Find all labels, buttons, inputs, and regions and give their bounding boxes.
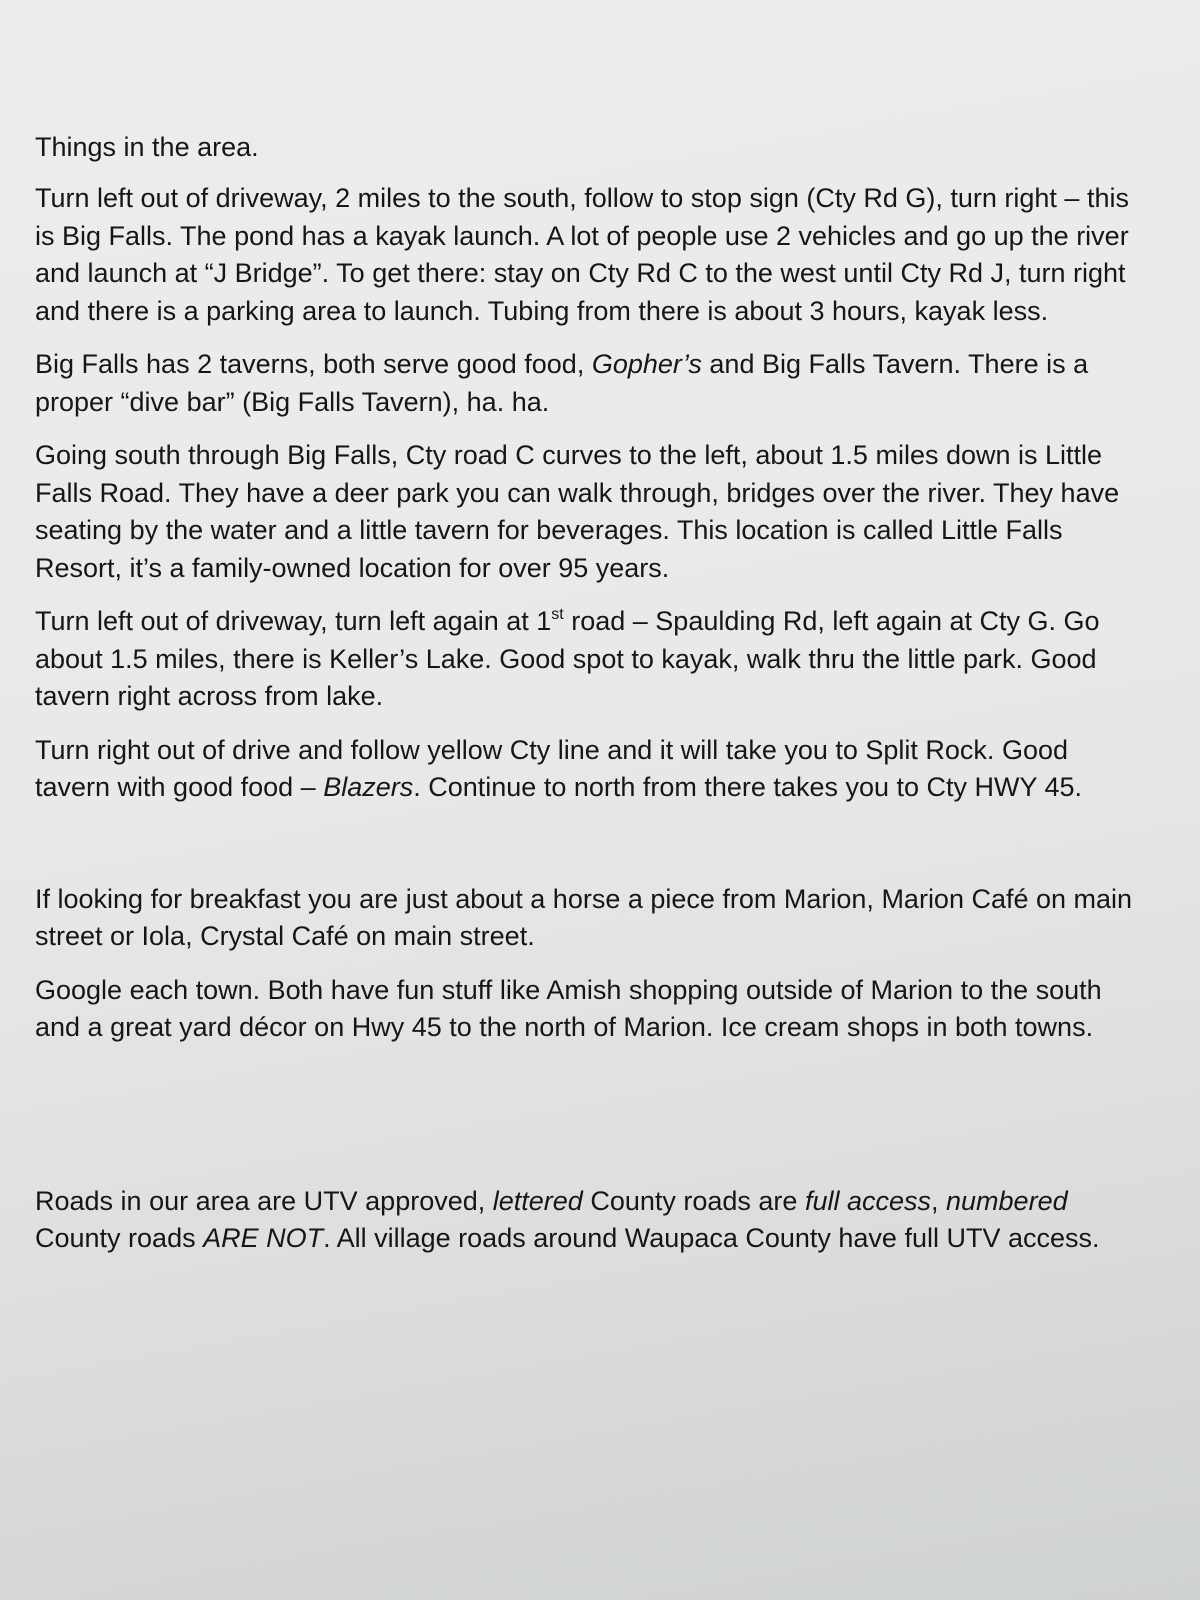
- emphasis-are-not: ARE NOT: [203, 1223, 324, 1253]
- paragraph-big-falls-directions: Turn left out of driveway, 2 miles to the south, follow to stop sign (Cty Rd G), turn right – this is Big Falls. The pond has a kayak launch. A lot of people use 2 vehicles and go up the river and launch at “J Bridge”. To get there: stay on Cty Rd C to the west until Cty Rd J, turn right and there is a parking area to launch. Tubing from there is about 3 hours, kayak less.: [35, 183, 1129, 326]
- text-segment: County roads: [35, 1223, 204, 1253]
- text-segment: Big Falls has 2 taverns, both serve good food,: [35, 349, 592, 379]
- paragraph-google-towns: Google each town. Both have fun stuff like Amish shopping outside of Marion to the south and a great yard décor on Hwy 45 to the north of Marion. Ice cream shops in both towns.: [35, 974, 1102, 1042]
- text-segment: road – Spaulding Rd, left again at Cty G. Go about 1.5 miles, there is Keller’s Lake. Good spot to kayak, walk thru the little park. Good tavern right across from lake.: [35, 606, 1100, 711]
- emphasis-numbered: numbered: [946, 1185, 1068, 1216]
- text-segment: Turn left out of driveway, turn left again at 1: [35, 606, 552, 636]
- emphasis-full-access: full access: [804, 1185, 931, 1216]
- text-segment: County roads are: [582, 1185, 805, 1216]
- text-segment: and Big Falls Tavern. There is a proper “dive bar” (Big Falls Tavern), ha. ha.: [35, 349, 1089, 417]
- paragraph-breakfast: If looking for breakfast you are just about a horse a piece from Marion, Marion Café on main street or Iola, Crystal Café on main street.: [35, 883, 1133, 951]
- text-segment: ,: [931, 1185, 947, 1216]
- emphasis-lettered: lettered: [492, 1185, 583, 1216]
- paragraph-split-rock: [35, 732, 1140, 807]
- spacer: [35, 1063, 1140, 1183]
- text-segment: Roads in our area are UTV approved,: [35, 1185, 493, 1216]
- text-segment: . All village roads around Waupaca County have full UTV access.: [323, 1223, 1100, 1253]
- text-segment: Turn right out of drive and follow yellow Cty line and it will take you to Split Rock. Good tavern with good food –: [35, 734, 1068, 802]
- paragraph-big-falls-taverns: [35, 346, 1140, 421]
- paragraph-utv-roads: [35, 1183, 1140, 1258]
- ordinal-suffix: st: [551, 606, 564, 623]
- document-title: Things in the area.: [35, 132, 259, 162]
- paragraph-kellers-lake: [35, 603, 1140, 716]
- text-segment: . Continue to north from there takes you to Cty HWY 45.: [413, 772, 1083, 802]
- spacer: [35, 823, 1140, 881]
- gophers-name: Gopher’s: [591, 349, 702, 379]
- paragraph-little-falls: Going south through Big Falls, Cty road C curves to the left, about 1.5 miles down is Little Falls Road. They have a deer park you can walk through, bridges over the river. They have seating by the water and a little tavern for beverages. This location is called Little Falls Resort, it’s a family-owned location for over 95 years.: [35, 440, 1120, 583]
- blazers-name: Blazers: [323, 772, 414, 802]
